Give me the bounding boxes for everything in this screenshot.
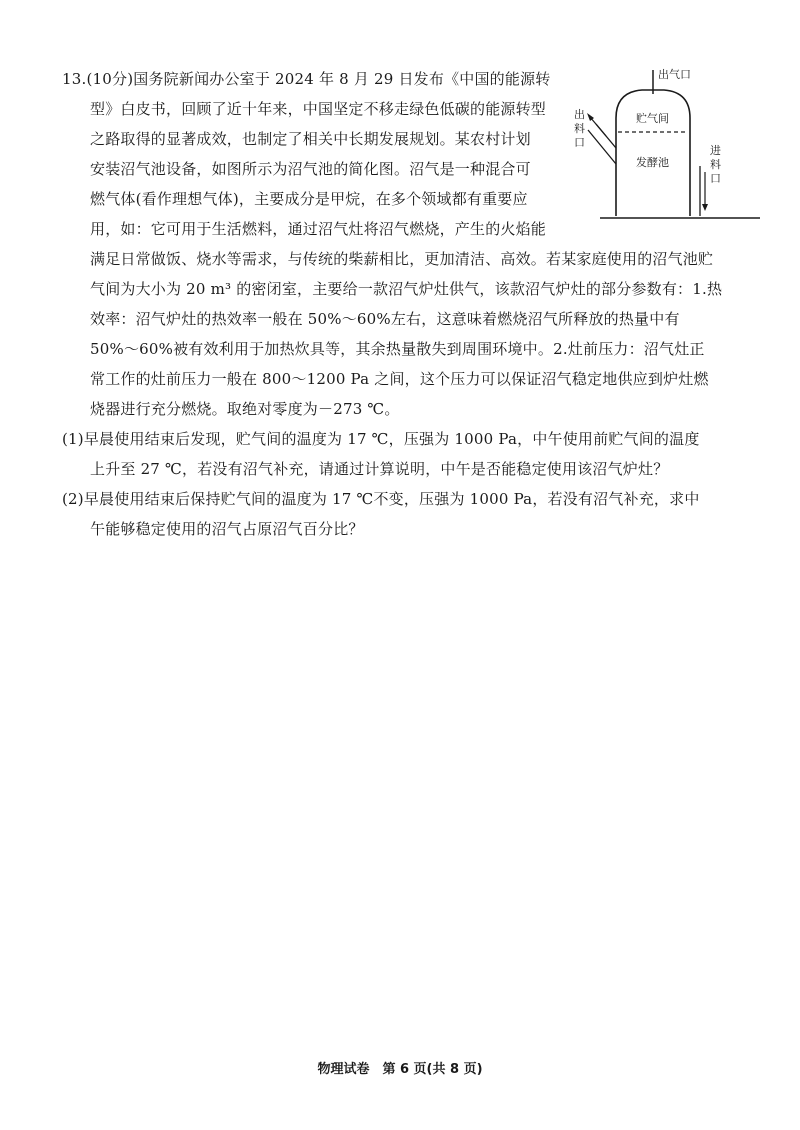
problem-text-line: 型》白皮书，回顾了近十年来，中国坚定不移走绿色低碳的能源转型 [90,100,547,118]
outflow-arrow [590,117,606,136]
tank-outline [616,90,690,216]
sub-question-1 [62,424,762,484]
inlet-material-label-char: 进 [710,144,721,157]
problem-text-line: 国务院新闻办公室于 2024 年 8 月 29 日发布《中国的能源转 [133,70,551,88]
sub-question-line: (2)早晨使用结束后保持贮气间的温度为 17 ℃不变，压强为 1000 Pa，若没有沼气补充，求中 [62,490,700,508]
problem-text-line: 50%～60%被有效利用于加热炊具等，其余热量散失到周围环境中。2.灶前压力：沼气灶正 [90,340,705,358]
problem-text-line: 燃气体(看作理想气体)，主要成分是甲烷，在多个领域都有重要应 [90,190,528,208]
problem-intro-wrapped [62,64,577,244]
problem-score: (10分) [86,70,134,88]
problem-number: 13. [62,70,87,88]
outlet-material-label-char: 料 [574,122,585,135]
outlet-material-label-char: 口 [574,136,585,149]
inlet-material-label-char: 口 [710,172,721,185]
fermentation-tank-label: 发酵池 [636,156,669,169]
problem-text-line: 之路取得的显著成效，也制定了相关中长期发展规划。某农村计划 [90,130,531,148]
material-outlet-pipe [588,130,616,164]
sub-question-line: 午能够稳定使用的沼气占原沼气百分比？ [90,520,364,538]
problem-text-line: 效率：沼气炉灶的热效率一般在 50%～60%左右，这意味着燃烧沼气所释放的热量中有 [90,310,680,328]
problem-text-line: 常工作的灶前压力一般在 800～1200 Pa 之间，这个压力可以保证沼气稳定地供应到炉灶燃 [90,370,709,388]
sub-question-line: 上升至 27 ℃，若没有沼气补充，请通过计算说明，中午是否能稳定使用该沼气炉灶？ [90,460,669,478]
problem-text-line: 安装沼气池设备，如图所示为沼气池的简化图。沼气是一种混合可 [90,160,531,178]
problem-text-line: 烧器进行充分燃烧。取绝对零度为－273 ℃。 [90,400,400,418]
problem-text-line: 用，如：它可用于生活燃料，通过沼气灶将沼气燃烧，产生的火焰能 [90,220,547,238]
problem-text-line: 气间为大小为 20 m³ 的密闭室，主要给一款沼气炉灶供气，该款沼气炉灶的部分参数有：1.热 [90,280,723,298]
outlet-material-label-char: 出 [574,108,585,121]
biogas-digester-diagram [570,66,760,236]
problem-intro-full [62,244,762,424]
gas-outlet-label: 出气口 [658,68,691,81]
problem-text-line: 满足日常做饭、烧水等需求，与传统的柴薪相比，更加清洁、高效。若某家庭使用的沼气池贮 [90,250,714,268]
problem-line-0 [62,64,577,94]
inlet-material-label-char: 料 [710,158,721,171]
page-footer: 物理试卷 第 6 页(共 8 页) [317,1062,483,1077]
biogas-digester-figure [570,66,760,236]
inflow-arrowhead [702,204,708,211]
sub-question-line: (1)早晨使用结束后发现，贮气间的温度为 17 ℃，压强为 1000 Pa，中午使用前贮气间的温度 [62,430,700,448]
sub-question-2 [62,484,762,544]
storage-room-label: 贮气间 [636,112,669,125]
